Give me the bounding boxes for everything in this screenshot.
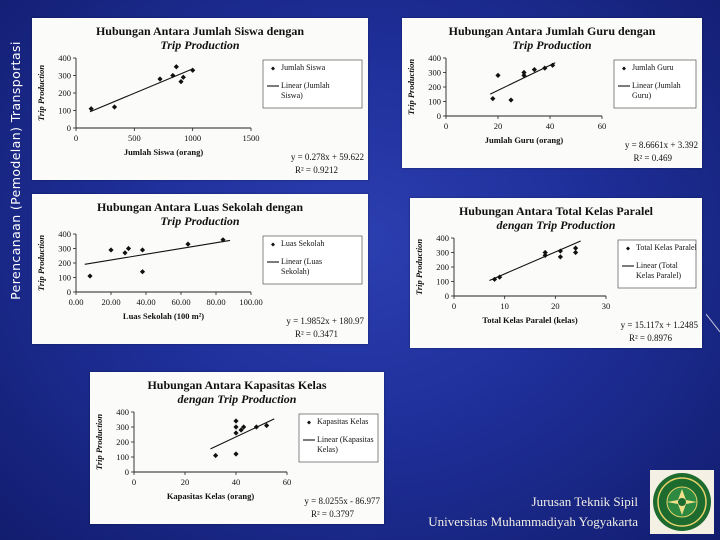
footer-department: Jurusan Teknik Sipil <box>531 494 638 509</box>
y-tick-label: 200 <box>428 82 441 92</box>
data-point <box>112 104 117 109</box>
x-tick-label: 20 <box>493 121 503 131</box>
y-tick-label: 0 <box>66 287 71 297</box>
side-title-text: Perencanaan (Pemodelan) Transportasi <box>7 40 23 300</box>
legend-series-label: Jumlah Siswa <box>281 63 326 72</box>
y-tick-label: 100 <box>58 272 71 283</box>
data-point <box>87 273 92 278</box>
y-tick-label: 400 <box>428 53 441 63</box>
chart-svg <box>90 372 384 524</box>
chart-title: Hubungan Antara Kapasitas Kelas <box>147 378 327 392</box>
data-point <box>233 424 238 429</box>
university-seal-icon <box>650 470 714 534</box>
x-tick-label: 10 <box>500 301 509 311</box>
chart-siswa <box>32 18 368 180</box>
x-axis-label: Jumlah Guru (orang) <box>484 135 564 145</box>
x-tick-label: 20.00 <box>101 297 121 307</box>
chart-title: Hubungan Antara Total Kelas Paralel <box>458 204 654 218</box>
data-point <box>190 68 195 73</box>
r-squared: R² = 0.9212 <box>294 165 338 175</box>
x-tick-label: 100.00 <box>239 297 263 307</box>
y-tick-label: 0 <box>444 291 449 301</box>
legend-trend-label: Linear (Luas <box>281 257 323 266</box>
data-point <box>157 76 162 81</box>
chart-subtitle: dengan Trip Production <box>177 392 297 406</box>
data-point <box>490 96 495 101</box>
chart-subtitle: Trip Production <box>512 38 592 52</box>
data-point <box>495 73 500 78</box>
legend-trend-label: Linear (Jumlah <box>632 81 681 90</box>
data-point <box>122 250 127 255</box>
y-axis-label: Trip Production <box>36 64 46 122</box>
data-point <box>558 254 563 259</box>
regression-equation: y = 8.6661x + 3.392 <box>624 140 698 150</box>
chart-svg <box>402 18 702 168</box>
r-squared: R² = 0.3797 <box>310 509 354 519</box>
data-point <box>543 250 548 255</box>
chart-title: Hubungan Antara Luas Sekolah dengan <box>96 200 304 214</box>
x-tick-label: 1000 <box>184 133 202 143</box>
x-tick-label: 0 <box>73 133 79 143</box>
data-point <box>521 70 526 75</box>
r-squared: R² = 0.469 <box>633 153 672 163</box>
x-tick-label: 20 <box>180 477 190 487</box>
r-squared: R² = 0.8976 <box>628 333 672 343</box>
y-axis-label: Trip Production <box>36 234 46 292</box>
y-tick-label: 400 <box>436 233 449 243</box>
legend-trend-label: Linear (Kapasitas <box>317 435 374 444</box>
x-tick-label: 0 <box>443 121 449 131</box>
x-tick-label: 30 <box>601 301 611 311</box>
legend-trend-label-cont: Kelas) <box>317 445 338 454</box>
x-tick-label: 40 <box>545 121 555 131</box>
r-squared: R² = 0.3471 <box>294 329 338 339</box>
y-axis-label: Trip Production <box>414 238 424 296</box>
y-tick-label: 400 <box>58 229 71 239</box>
chart-luas-sekolah <box>32 194 368 344</box>
data-point <box>233 430 238 435</box>
y-tick-label: 300 <box>58 70 71 81</box>
x-tick-label: 20 <box>551 301 560 311</box>
x-tick-label: 60 <box>597 121 607 131</box>
data-point <box>213 453 218 458</box>
y-tick-label: 100 <box>428 96 441 107</box>
data-point <box>140 269 145 274</box>
chart-kapasitas-kelas <box>90 372 384 524</box>
y-tick-label: 300 <box>436 247 449 258</box>
y-tick-label: 200 <box>116 437 129 447</box>
x-tick-label: 0 <box>451 301 457 311</box>
y-tick-label: 300 <box>116 422 129 432</box>
x-tick-label: 1500 <box>242 133 260 143</box>
x-tick-label: 0 <box>131 477 137 487</box>
y-tick-label: 200 <box>58 88 71 98</box>
y-tick-label: 200 <box>436 262 449 272</box>
y-tick-label: 300 <box>58 243 71 254</box>
chart-subtitle: Trip Production <box>160 214 240 228</box>
regression-equation: y = 15.117x + 1.2485 <box>620 320 698 330</box>
regression-equation: y = 8.0255x - 86.977 <box>304 496 380 506</box>
y-tick-label: 0 <box>124 467 129 477</box>
data-point <box>174 64 179 69</box>
footer <box>428 492 638 532</box>
side-title <box>0 0 30 340</box>
y-tick-label: 300 <box>428 67 441 78</box>
legend-trend-label-cont: Kelas Paralel) <box>636 271 682 280</box>
data-point <box>573 250 578 255</box>
x-tick-label: 40 <box>231 477 241 487</box>
legend-series-label: Total Kelas Paralel <box>636 243 697 252</box>
chart-svg <box>32 18 368 180</box>
legend-trend-label-cont: Sekolah) <box>281 267 310 276</box>
chart-kelas-paralel <box>410 198 702 348</box>
chart-svg <box>32 194 368 344</box>
data-point <box>508 97 513 102</box>
chart-subtitle: Trip Production <box>160 38 240 52</box>
x-tick-label: 60 <box>282 477 292 487</box>
trend-line <box>489 241 580 280</box>
chart-guru <box>402 18 702 168</box>
chart-subtitle: dengan Trip Production <box>496 218 616 232</box>
y-tick-label: 400 <box>116 407 129 417</box>
data-point <box>181 75 186 80</box>
footer-university: Universitas Muhammadiyah Yogyakarta <box>428 514 638 529</box>
x-axis-label: Luas Sekolah (100 m²) <box>122 311 205 321</box>
y-axis-label: Trip Production <box>94 413 104 471</box>
trend-line <box>85 240 230 264</box>
y-tick-label: 100 <box>116 452 129 462</box>
regression-equation: y = 0.278x + 59.622 <box>290 152 364 162</box>
data-point <box>233 418 238 423</box>
legend-series-label: Jumlah Guru <box>632 63 674 72</box>
chart-svg <box>410 198 702 348</box>
legend-trend-label-cont: Guru) <box>632 91 652 100</box>
data-point <box>108 247 113 252</box>
y-axis-label: Trip Production <box>406 58 416 116</box>
chart-title: Hubungan Antara Jumlah Siswa dengan <box>95 24 305 38</box>
legend-trend-label: Linear (Total <box>636 261 678 270</box>
y-tick-label: 0 <box>66 123 71 133</box>
x-tick-label: 500 <box>127 133 141 143</box>
data-point <box>140 247 145 252</box>
data-point <box>254 424 259 429</box>
data-point <box>233 451 238 456</box>
x-axis-label: Jumlah Siswa (orang) <box>123 147 204 157</box>
x-tick-label: 40.00 <box>136 297 156 307</box>
x-tick-label: 0.00 <box>68 297 84 307</box>
trend-line <box>90 69 193 112</box>
decorative-line <box>706 312 720 334</box>
x-tick-label: 60.00 <box>171 297 191 307</box>
trend-line <box>211 419 275 449</box>
legend-trend-label: Linear (Jumlah <box>281 81 330 90</box>
data-point <box>178 79 183 84</box>
chart-title: Hubungan Antara Jumlah Guru dengan <box>448 24 656 38</box>
regression-equation: y = 1.9852x + 180.97 <box>286 316 364 326</box>
legend-series-label: Kapasitas Kelas <box>317 417 369 426</box>
x-tick-label: 80.00 <box>206 297 226 307</box>
data-point <box>170 73 175 78</box>
legend-series-label: Luas Sekolah <box>281 239 325 248</box>
legend-trend-label-cont: Siswa) <box>281 91 303 100</box>
y-tick-label: 200 <box>58 258 71 268</box>
x-axis-label: Total Kelas Paralel (kelas) <box>482 315 578 325</box>
y-tick-label: 100 <box>436 276 449 287</box>
x-axis-label: Kapasitas Kelas (orang) <box>166 491 255 501</box>
data-point <box>185 242 190 247</box>
y-tick-label: 100 <box>58 105 71 116</box>
data-point <box>126 246 131 251</box>
y-tick-label: 0 <box>436 111 441 121</box>
y-tick-label: 400 <box>58 53 71 63</box>
